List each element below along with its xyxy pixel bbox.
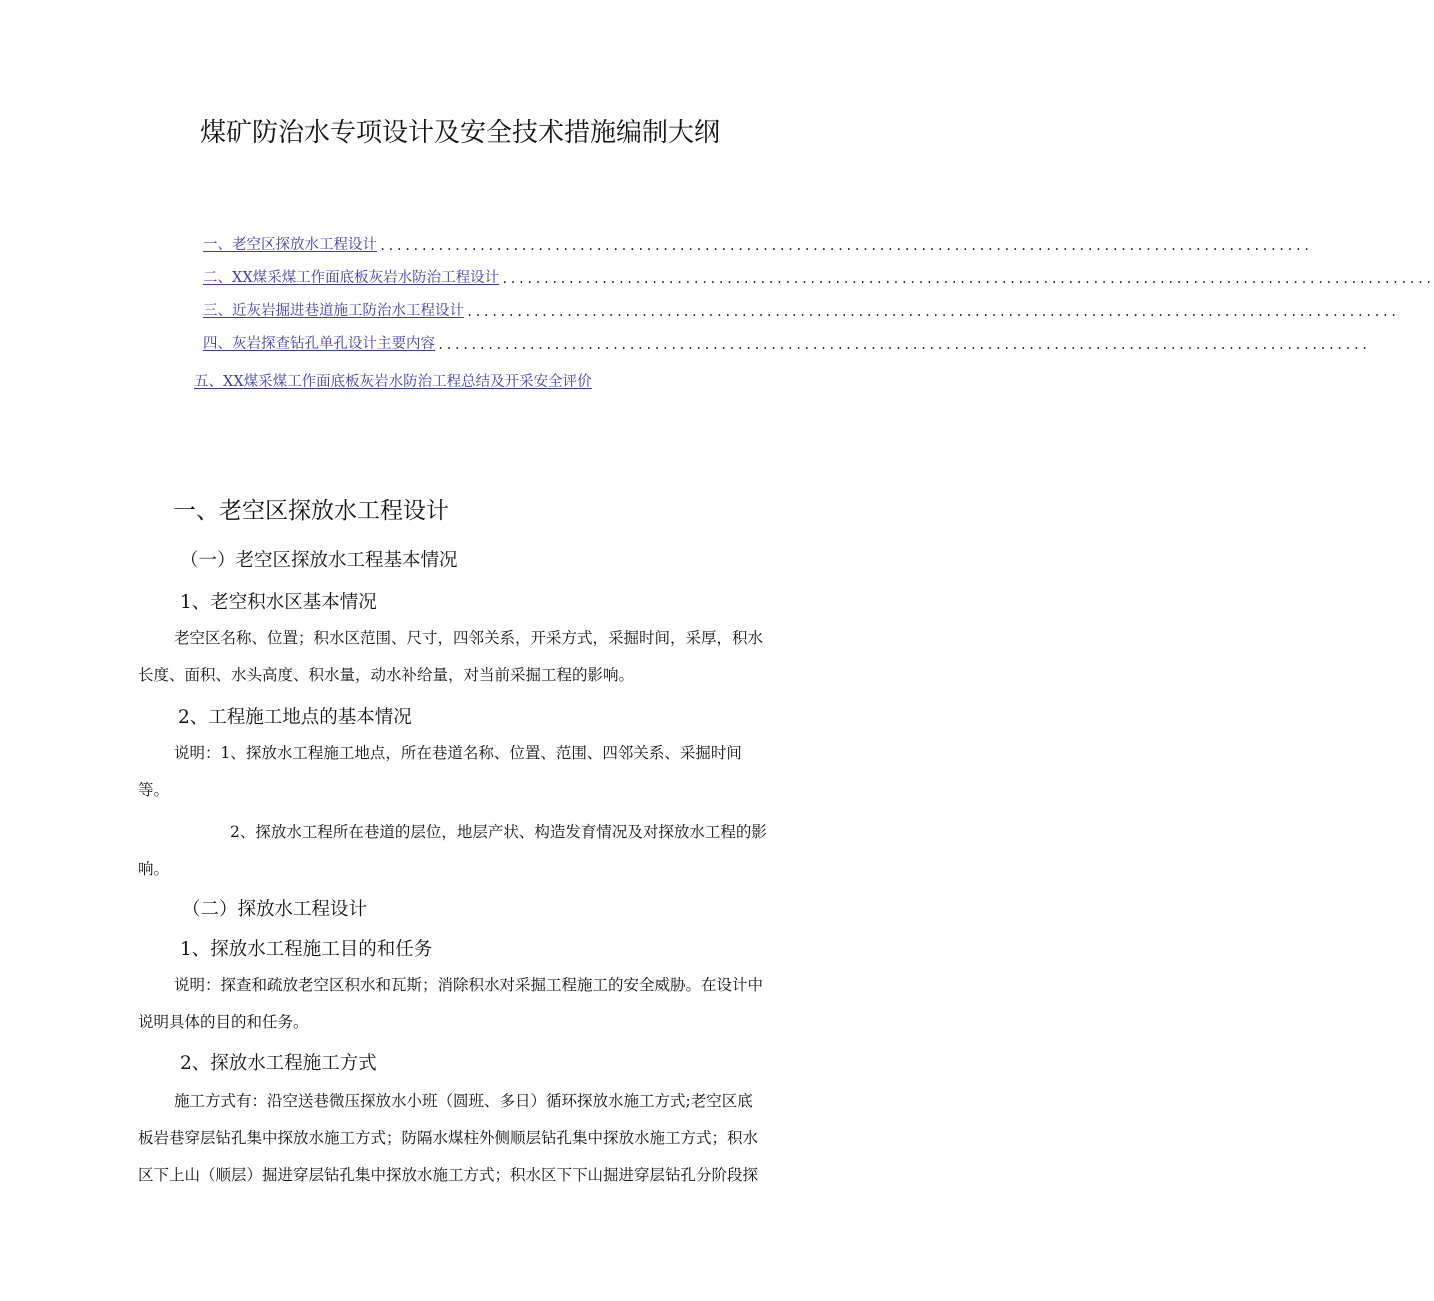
toc-leader-dots: ................................................................................................................ [466,305,1399,319]
paragraph-line: 说明：探查和疏放老空区积水和瓦斯；消除积水对采掘工程施工的安全威胁。在设计中 [174,976,764,994]
item-heading: 1、探放水工程施工目的和任务 [180,939,433,960]
toc-link[interactable]: 四、灰岩探查钻孔单孔设计主要内容 [203,336,435,352]
paragraph [138,814,822,888]
item-heading: 2、工程施工地点的基本情况 [178,707,412,728]
subsection-heading: （一）老空区探放水工程基本情况 [180,550,458,571]
toc-leader-dots: ................................................................................................................ [437,338,1370,352]
subsection-heading: （二）探放水工程设计 [182,899,368,920]
paragraph-line: 区下上山（顺层）掘进穿层钻孔集中探放水施工方式；积水区下下山掘进穿层钻孔分阶段探 [138,1166,759,1184]
paragraph [138,967,822,1041]
toc-entry-2[interactable] [203,265,1434,287]
toc-entry-5[interactable] [194,369,814,391]
paragraph-line: 板岩巷穿层钻孔集中探放水施工方式；防隔水煤柱外侧顺层钻孔集中探放水施工方式；积水 [138,1129,759,1147]
paragraph-line: 2、探放水工程所在巷道的层位，地层产状、构造发育情况及对探放水工程的影 [230,823,767,841]
toc-entry-4[interactable] [203,331,1370,353]
toc-entry-1[interactable] [203,232,1312,254]
item-heading: 1、老空积水区基本情况 [180,592,377,613]
toc-link[interactable]: 一、老空区探放水工程设计 [203,237,377,253]
document-title: 煤矿防治水专项设计及安全技术措施编制大纲 [199,118,720,148]
paragraph-line: 等。 [138,781,170,799]
paragraph-line: 施工方式有：沿空送巷微压探放水小班（圆班、多日）循环探放水施工方式;老空区底 [174,1092,753,1110]
toc-leader-dots: ................................................................................................................ [501,272,1434,286]
item-heading: 2、探放水工程施工方式 [180,1053,377,1074]
paragraph-line: 老空区名称、位置；积水区范围、尺寸，四邻关系，开采方式，采掘时间，采厚，积水 [174,629,764,647]
paragraph [138,735,822,809]
section-heading: 一、老空区探放水工程设计 [173,498,449,524]
paragraph-line: 说明：1、探放水工程施工地点，所在巷道名称、位置、范围、四邻关系、采掘时间 [174,744,742,762]
toc-leader-dots: ................................................................................................................ [379,239,1312,253]
paragraph [138,620,822,694]
toc-link[interactable]: 三、近灰岩掘进巷道施工防治水工程设计 [203,303,464,319]
toc-link[interactable]: 五、XX煤采煤工作面底板灰岩水防治工程总结及开采安全评价 [194,374,592,390]
paragraph [138,1083,822,1194]
toc-entry-3[interactable] [203,298,1399,320]
paragraph-line: 说明具体的目的和任务。 [138,1013,309,1031]
toc-link[interactable]: 二、XX煤采煤工作面底板灰岩水防治工程设计 [203,270,500,286]
paragraph-line: 长度、面积、水头高度、积水量，动水补给量，对当前采掘工程的影响。 [138,666,635,684]
paragraph-line: 响。 [138,860,170,878]
